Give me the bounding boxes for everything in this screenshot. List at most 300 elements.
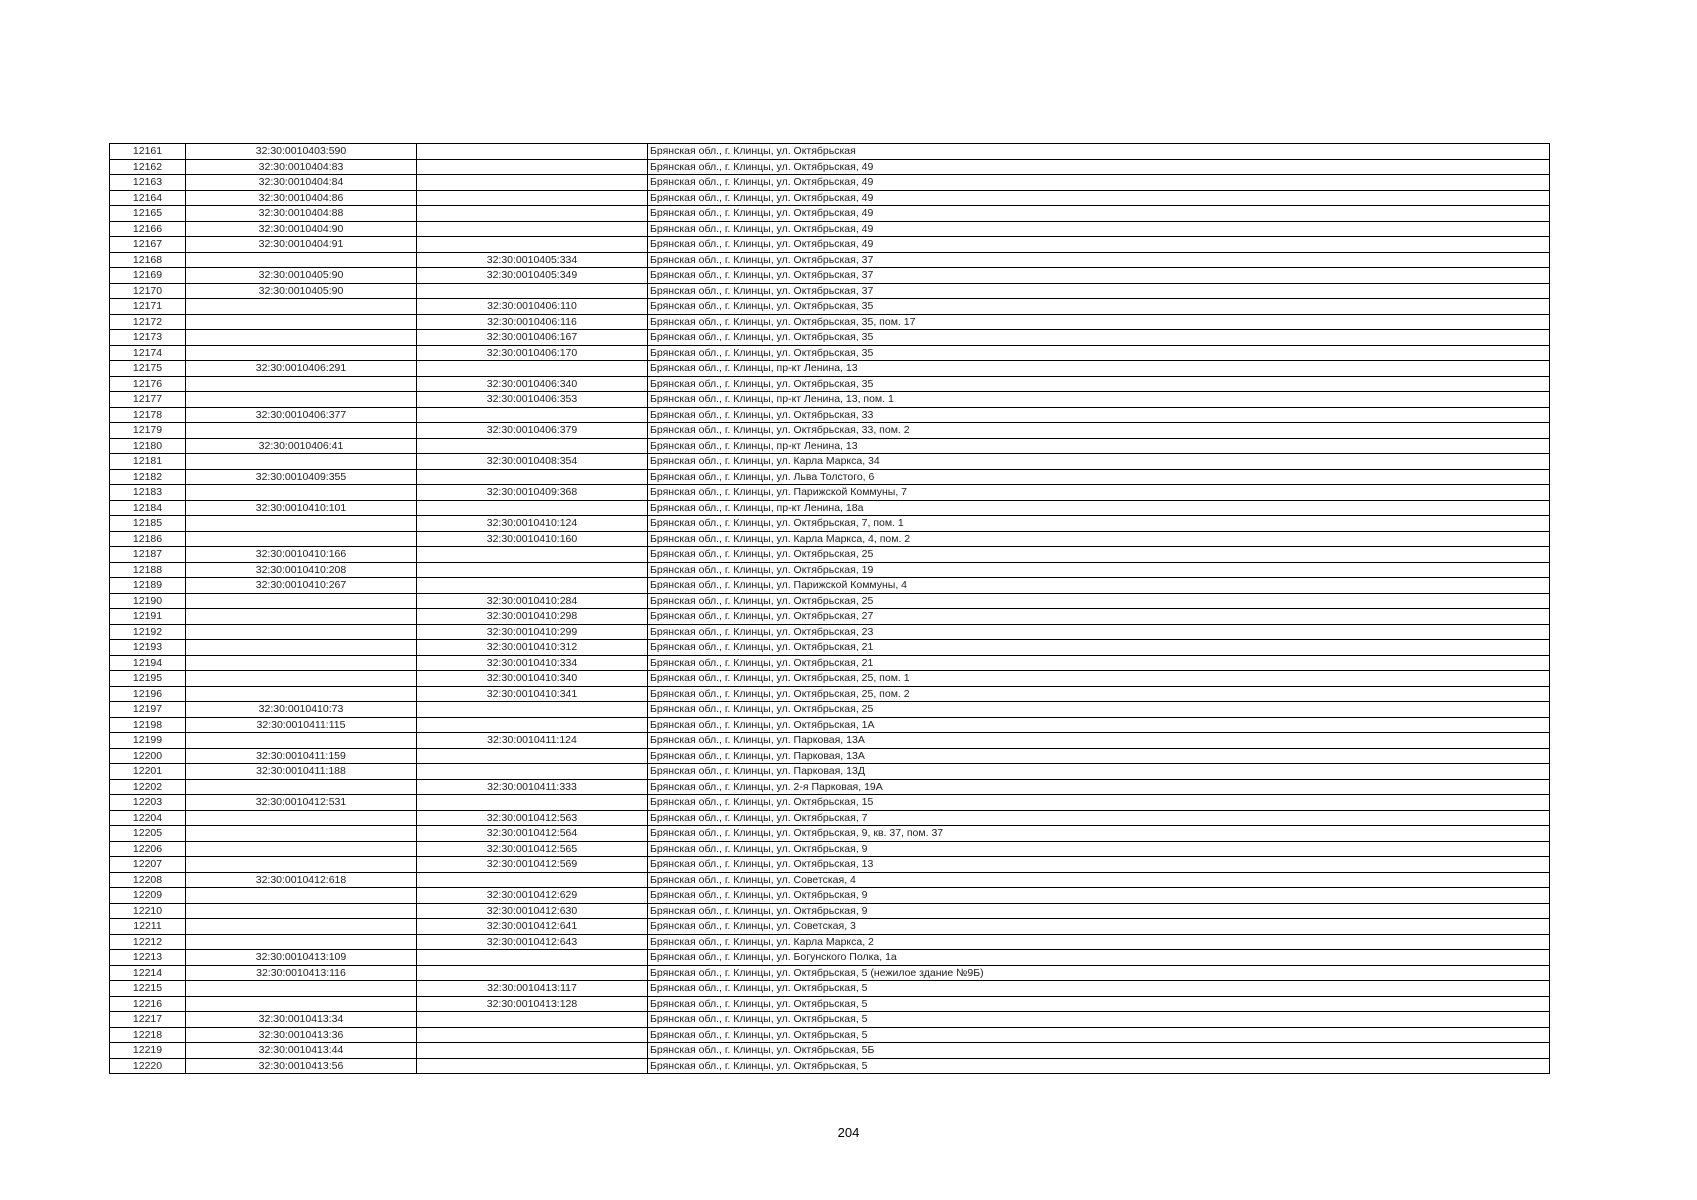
address-cell: Брянская обл., г. Клинцы, ул. Октябрьская, 35 [648,330,1550,346]
related-cadastral-number-cell [417,407,648,423]
cadastral-number-cell [186,903,417,919]
table-row [110,1043,1550,1059]
address-cell: Брянская обл., г. Клинцы, ул. Октябрьская, 5 (нежилое здание №9Б) [648,965,1550,981]
table-row [110,500,1550,516]
table-row [110,376,1550,392]
table-row [110,1012,1550,1028]
related-cadastral-number-cell [417,965,648,981]
row-number-cell: 12207 [110,857,186,873]
related-cadastral-number-cell: 32:30:0010405:334 [417,252,648,268]
cadastral-number-cell: 32:30:0010412:531 [186,795,417,811]
related-cadastral-number-cell [417,361,648,377]
related-cadastral-number-cell: 32:30:0010410:312 [417,640,648,656]
address-cell: Брянская обл., г. Клинцы, ул. Октябрьская, 9 [648,903,1550,919]
cadastral-number-cell [186,655,417,671]
cadastral-number-cell [186,392,417,408]
row-number-cell: 12205 [110,826,186,842]
address-cell: Брянская обл., г. Клинцы, ул. Октябрьская, 25 [648,593,1550,609]
table-row [110,764,1550,780]
cadastral-number-cell [186,345,417,361]
row-number-cell: 12165 [110,206,186,222]
address-cell: Брянская обл., г. Клинцы, ул. Октябрьская, 49 [648,175,1550,191]
row-number-cell: 12176 [110,376,186,392]
cadastral-number-cell [186,826,417,842]
table-row [110,593,1550,609]
related-cadastral-number-cell [417,748,648,764]
table-row [110,516,1550,532]
address-cell: Брянская обл., г. Клинцы, ул. Октябрьская, 5 [648,996,1550,1012]
table-row [110,624,1550,640]
related-cadastral-number-cell: 32:30:0010405:349 [417,268,648,284]
address-cell: Брянская обл., г. Клинцы, ул. Парижской Коммуны, 7 [648,485,1550,501]
address-cell: Брянская обл., г. Клинцы, ул. 2-я Парковая, 19А [648,779,1550,795]
related-cadastral-number-cell [417,438,648,454]
table-row [110,283,1550,299]
cadastral-number-cell [186,314,417,330]
address-cell: Брянская обл., г. Клинцы, ул. Парковая, 13А [648,748,1550,764]
table-row [110,345,1550,361]
table-row [110,888,1550,904]
row-number-cell: 12161 [110,144,186,160]
related-cadastral-number-cell [417,1058,648,1074]
row-number-cell: 12185 [110,516,186,532]
address-cell: Брянская обл., г. Клинцы, ул. Парковая, 13А [648,733,1550,749]
table-row [110,190,1550,206]
related-cadastral-number-cell: 32:30:0010412:629 [417,888,648,904]
cadastral-number-cell [186,593,417,609]
related-cadastral-number-cell: 32:30:0010410:341 [417,686,648,702]
address-cell: Брянская обл., г. Клинцы, ул. Октябрьская, 33 [648,407,1550,423]
related-cadastral-number-cell [417,872,648,888]
address-cell: Брянская обл., г. Клинцы, ул. Октябрьская, 27 [648,609,1550,625]
row-number-cell: 12202 [110,779,186,795]
address-cell: Брянская обл., г. Клинцы, ул. Октябрьская, 5 [648,1027,1550,1043]
address-cell: Брянская обл., г. Клинцы, ул. Карла Маркса, 2 [648,934,1550,950]
cadastral-number-cell: 32:30:0010409:355 [186,469,417,485]
cadastral-number-cell: 32:30:0010413:56 [186,1058,417,1074]
table-row [110,578,1550,594]
related-cadastral-number-cell [417,500,648,516]
address-cell: Брянская обл., г. Клинцы, ул. Октябрьская, 35 [648,299,1550,315]
cadastral-number-cell: 32:30:0010410:166 [186,547,417,563]
row-number-cell: 12169 [110,268,186,284]
related-cadastral-number-cell: 32:30:0010406:116 [417,314,648,330]
related-cadastral-number-cell [417,950,648,966]
address-cell: Брянская обл., г. Клинцы, ул. Парковая, 13Д [648,764,1550,780]
table-row [110,562,1550,578]
address-cell: Брянская обл., г. Клинцы, пр-кт Ленина, 18а [648,500,1550,516]
cadastral-number-cell: 32:30:0010411:115 [186,717,417,733]
related-cadastral-number-cell [417,702,648,718]
table-row [110,175,1550,191]
related-cadastral-number-cell: 32:30:0010412:565 [417,841,648,857]
row-number-cell: 12190 [110,593,186,609]
table-row [110,996,1550,1012]
cadastral-number-cell: 32:30:0010410:208 [186,562,417,578]
row-number-cell: 12188 [110,562,186,578]
cadastral-number-cell: 32:30:0010405:90 [186,268,417,284]
cadastral-number-cell: 32:30:0010405:90 [186,283,417,299]
cadastral-number-cell [186,516,417,532]
related-cadastral-number-cell: 32:30:0010410:299 [417,624,648,640]
row-number-cell: 12198 [110,717,186,733]
related-cadastral-number-cell: 32:30:0010406:110 [417,299,648,315]
address-cell: Брянская обл., г. Клинцы, пр-кт Ленина, 13 [648,361,1550,377]
cadastral-number-cell: 32:30:0010413:116 [186,965,417,981]
related-cadastral-number-cell: 32:30:0010413:128 [417,996,648,1012]
cadastral-number-cell [186,330,417,346]
related-cadastral-number-cell: 32:30:0010410:334 [417,655,648,671]
address-cell: Брянская обл., г. Клинцы, ул. Советская, 4 [648,872,1550,888]
cadastral-table [109,143,1550,1074]
related-cadastral-number-cell [417,190,648,206]
row-number-cell: 12216 [110,996,186,1012]
table-row [110,392,1550,408]
cadastral-number-cell [186,454,417,470]
cadastral-number-cell: 32:30:0010403:590 [186,144,417,160]
address-cell: Брянская обл., г. Клинцы, ул. Октябрьская, 15 [648,795,1550,811]
row-number-cell: 12194 [110,655,186,671]
related-cadastral-number-cell: 32:30:0010406:379 [417,423,648,439]
row-number-cell: 12213 [110,950,186,966]
table-row [110,361,1550,377]
address-cell: Брянская обл., г. Клинцы, ул. Октябрьская, 5Б [648,1043,1550,1059]
table-row [110,221,1550,237]
row-number-cell: 12163 [110,175,186,191]
related-cadastral-number-cell: 32:30:0010406:340 [417,376,648,392]
table-row [110,407,1550,423]
related-cadastral-number-cell: 32:30:0010411:333 [417,779,648,795]
table-row [110,485,1550,501]
cadastral-number-cell: 32:30:0010406:377 [186,407,417,423]
row-number-cell: 12201 [110,764,186,780]
cadastral-number-cell: 32:30:0010413:44 [186,1043,417,1059]
address-cell: Брянская обл., г. Клинцы, ул. Октябрьская, 25, пом. 2 [648,686,1550,702]
cadastral-number-cell [186,841,417,857]
table-row [110,950,1550,966]
table-row [110,469,1550,485]
address-cell: Брянская обл., г. Клинцы, ул. Октябрьская, 37 [648,283,1550,299]
related-cadastral-number-cell: 32:30:0010410:298 [417,609,648,625]
row-number-cell: 12164 [110,190,186,206]
related-cadastral-number-cell [417,159,648,175]
related-cadastral-number-cell: 32:30:0010406:170 [417,345,648,361]
cadastral-number-cell [186,888,417,904]
row-number-cell: 12215 [110,981,186,997]
table-row [110,810,1550,826]
address-cell: Брянская обл., г. Клинцы, ул. Октябрьская, 5 [648,981,1550,997]
related-cadastral-number-cell: 32:30:0010412:569 [417,857,648,873]
table-row [110,671,1550,687]
address-cell: Брянская обл., г. Клинцы, ул. Льва Толстого, 6 [648,469,1550,485]
address-cell: Брянская обл., г. Клинцы, ул. Карла Маркса, 4, пом. 2 [648,531,1550,547]
table-row [110,268,1550,284]
row-number-cell: 12195 [110,671,186,687]
cadastral-number-cell [186,609,417,625]
row-number-cell: 12182 [110,469,186,485]
row-number-cell: 12186 [110,531,186,547]
related-cadastral-number-cell: 32:30:0010410:284 [417,593,648,609]
address-cell: Брянская обл., г. Клинцы, ул. Октябрьская, 35 [648,376,1550,392]
page-number: 204 [837,1125,860,1140]
address-cell: Брянская обл., г. Клинцы, ул. Октябрьская, 21 [648,640,1550,656]
row-number-cell: 12192 [110,624,186,640]
address-cell: Брянская обл., г. Клинцы, ул. Октябрьская, 49 [648,159,1550,175]
row-number-cell: 12214 [110,965,186,981]
related-cadastral-number-cell [417,578,648,594]
cadastral-number-cell [186,640,417,656]
address-cell: Брянская обл., г. Клинцы, ул. Октябрьская, 13 [648,857,1550,873]
cadastral-number-cell: 32:30:0010411:188 [186,764,417,780]
related-cadastral-number-cell [417,1012,648,1028]
address-cell: Брянская обл., г. Клинцы, пр-кт Ленина, 13 [648,438,1550,454]
table-row [110,640,1550,656]
table-row [110,655,1550,671]
table-row [110,857,1550,873]
address-cell: Брянская обл., г. Клинцы, ул. Октябрьская, 9 [648,888,1550,904]
related-cadastral-number-cell: 32:30:0010410:160 [417,531,648,547]
address-cell: Брянская обл., г. Клинцы, ул. Октябрьская, 35 [648,345,1550,361]
table-row [110,547,1550,563]
cadastral-number-cell [186,686,417,702]
address-cell: Брянская обл., г. Клинцы, ул. Октябрьская, 5 [648,1058,1550,1074]
cadastral-number-cell: 32:30:0010404:86 [186,190,417,206]
cadastral-number-cell [186,252,417,268]
table-row [110,330,1550,346]
row-number-cell: 12197 [110,702,186,718]
row-number-cell: 12218 [110,1027,186,1043]
address-cell: Брянская обл., г. Клинцы, ул. Октябрьская, 25 [648,702,1550,718]
address-cell: Брянская обл., г. Клинцы, пр-кт Ленина, 13, пом. 1 [648,392,1550,408]
table-row [110,252,1550,268]
related-cadastral-number-cell [417,237,648,253]
row-number-cell: 12193 [110,640,186,656]
row-number-cell: 12220 [110,1058,186,1074]
table-row [110,1027,1550,1043]
table-row [110,965,1550,981]
address-cell: Брянская обл., г. Клинцы, ул. Октябрьская, 5 [648,1012,1550,1028]
related-cadastral-number-cell: 32:30:0010412:641 [417,919,648,935]
table-row [110,609,1550,625]
table-row [110,438,1550,454]
table-row [110,919,1550,935]
related-cadastral-number-cell: 32:30:0010412:630 [417,903,648,919]
table-row [110,144,1550,160]
related-cadastral-number-cell [417,717,648,733]
address-cell: Брянская обл., г. Клинцы, ул. Октябрьская, 9 [648,841,1550,857]
table-row [110,1058,1550,1074]
table-row [110,872,1550,888]
table-row [110,733,1550,749]
row-number-cell: 12196 [110,686,186,702]
cadastral-number-cell [186,299,417,315]
row-number-cell: 12174 [110,345,186,361]
address-cell: Брянская обл., г. Клинцы, ул. Октябрьская, 35, пом. 17 [648,314,1550,330]
table-row [110,748,1550,764]
row-number-cell: 12204 [110,810,186,826]
row-number-cell: 12175 [110,361,186,377]
related-cadastral-number-cell [417,206,648,222]
address-cell: Брянская обл., г. Клинцы, ул. Октябрьская [648,144,1550,160]
cadastral-number-cell: 32:30:0010404:88 [186,206,417,222]
row-number-cell: 12173 [110,330,186,346]
table-row [110,299,1550,315]
row-number-cell: 12208 [110,872,186,888]
row-number-cell: 12184 [110,500,186,516]
table-row [110,237,1550,253]
cadastral-number-cell [186,857,417,873]
related-cadastral-number-cell: 32:30:0010408:354 [417,454,648,470]
related-cadastral-number-cell [417,1043,648,1059]
address-cell: Брянская обл., г. Клинцы, ул. Октябрьская, 25 [648,547,1550,563]
cadastral-number-cell: 32:30:0010410:101 [186,500,417,516]
cadastral-number-cell [186,485,417,501]
address-cell: Брянская обл., г. Клинцы, ул. Октябрьская, 49 [648,206,1550,222]
address-cell: Брянская обл., г. Клинцы, ул. Октябрьская, 19 [648,562,1550,578]
row-number-cell: 12162 [110,159,186,175]
related-cadastral-number-cell: 32:30:0010411:124 [417,733,648,749]
row-number-cell: 12212 [110,934,186,950]
table-row [110,686,1550,702]
cadastral-number-cell: 32:30:0010404:90 [186,221,417,237]
cadastral-number-cell [186,733,417,749]
address-cell: Брянская обл., г. Клинцы, ул. Советская, 3 [648,919,1550,935]
row-number-cell: 12179 [110,423,186,439]
table-row [110,159,1550,175]
related-cadastral-number-cell: 32:30:0010409:368 [417,485,648,501]
row-number-cell: 12199 [110,733,186,749]
row-number-cell: 12206 [110,841,186,857]
cadastral-number-cell [186,934,417,950]
address-cell: Брянская обл., г. Клинцы, ул. Октябрьская, 49 [648,221,1550,237]
cadastral-number-cell [186,779,417,795]
table-row [110,981,1550,997]
table-row [110,206,1550,222]
address-cell: Брянская обл., г. Клинцы, ул. Октябрьская, 7 [648,810,1550,826]
row-number-cell: 12177 [110,392,186,408]
related-cadastral-number-cell [417,175,648,191]
cadastral-number-cell [186,671,417,687]
related-cadastral-number-cell [417,144,648,160]
related-cadastral-number-cell: 32:30:0010406:353 [417,392,648,408]
address-cell: Брянская обл., г. Клинцы, ул. Октябрьская, 33, пом. 2 [648,423,1550,439]
row-number-cell: 12219 [110,1043,186,1059]
cadastral-number-cell: 32:30:0010412:618 [186,872,417,888]
cadastral-number-cell: 32:30:0010404:91 [186,237,417,253]
row-number-cell: 12183 [110,485,186,501]
cadastral-number-cell: 32:30:0010410:73 [186,702,417,718]
row-number-cell: 12200 [110,748,186,764]
table-row [110,779,1550,795]
cadastral-number-cell [186,996,417,1012]
table-row [110,795,1550,811]
related-cadastral-number-cell [417,764,648,780]
address-cell: Брянская обл., г. Клинцы, ул. Октябрьская, 23 [648,624,1550,640]
related-cadastral-number-cell [417,547,648,563]
related-cadastral-number-cell [417,1027,648,1043]
cadastral-number-cell: 32:30:0010410:267 [186,578,417,594]
cadastral-number-cell [186,810,417,826]
related-cadastral-number-cell: 32:30:0010412:563 [417,810,648,826]
cadastral-number-cell: 32:30:0010413:109 [186,950,417,966]
address-cell: Брянская обл., г. Клинцы, ул. Октябрьская, 49 [648,190,1550,206]
row-number-cell: 12178 [110,407,186,423]
related-cadastral-number-cell: 32:30:0010410:124 [417,516,648,532]
related-cadastral-number-cell: 32:30:0010412:564 [417,826,648,842]
related-cadastral-number-cell [417,795,648,811]
address-cell: Брянская обл., г. Клинцы, ул. Октябрьская, 37 [648,268,1550,284]
table-row [110,314,1550,330]
table-row [110,934,1550,950]
row-number-cell: 12171 [110,299,186,315]
address-cell: Брянская обл., г. Клинцы, ул. Октябрьская, 21 [648,655,1550,671]
address-cell: Брянская обл., г. Клинцы, ул. Октябрьская, 49 [648,237,1550,253]
row-number-cell: 12209 [110,888,186,904]
row-number-cell: 12170 [110,283,186,299]
address-cell: Брянская обл., г. Клинцы, ул. Октябрьская, 9, кв. 37, пом. 37 [648,826,1550,842]
related-cadastral-number-cell: 32:30:0010406:167 [417,330,648,346]
row-number-cell: 12172 [110,314,186,330]
cadastral-number-cell: 32:30:0010404:84 [186,175,417,191]
row-number-cell: 12217 [110,1012,186,1028]
cadastral-number-cell: 32:30:0010406:41 [186,438,417,454]
row-number-cell: 12189 [110,578,186,594]
row-number-cell: 12167 [110,237,186,253]
cadastral-number-cell: 32:30:0010411:159 [186,748,417,764]
cadastral-number-cell [186,531,417,547]
cadastral-number-cell [186,376,417,392]
related-cadastral-number-cell: 32:30:0010413:117 [417,981,648,997]
row-number-cell: 12181 [110,454,186,470]
cadastral-number-cell: 32:30:0010413:36 [186,1027,417,1043]
row-number-cell: 12210 [110,903,186,919]
row-number-cell: 12166 [110,221,186,237]
address-cell: Брянская обл., г. Клинцы, ул. Богунского Полка, 1а [648,950,1550,966]
address-cell: Брянская обл., г. Клинцы, ул. Октябрьская, 37 [648,252,1550,268]
row-number-cell: 12191 [110,609,186,625]
cadastral-number-cell [186,624,417,640]
table-row [110,702,1550,718]
related-cadastral-number-cell [417,221,648,237]
address-cell: Брянская обл., г. Клинцы, ул. Парижской Коммуны, 4 [648,578,1550,594]
address-cell: Брянская обл., г. Клинцы, ул. Октябрьская, 7, пом. 1 [648,516,1550,532]
cadastral-number-cell [186,423,417,439]
row-number-cell: 12187 [110,547,186,563]
cadastral-number-cell [186,981,417,997]
table-row [110,531,1550,547]
related-cadastral-number-cell: 32:30:0010410:340 [417,671,648,687]
related-cadastral-number-cell [417,469,648,485]
cadastral-number-cell: 32:30:0010413:34 [186,1012,417,1028]
related-cadastral-number-cell [417,283,648,299]
table-row [110,826,1550,842]
address-cell: Брянская обл., г. Клинцы, ул. Октябрьская, 25, пом. 1 [648,671,1550,687]
table-row [110,423,1550,439]
cadastral-number-cell: 32:30:0010404:83 [186,159,417,175]
cadastral-number-cell: 32:30:0010406:291 [186,361,417,377]
table-row [110,841,1550,857]
table-row [110,717,1550,733]
address-cell: Брянская обл., г. Клинцы, ул. Карла Маркса, 34 [648,454,1550,470]
row-number-cell: 12211 [110,919,186,935]
row-number-cell: 12203 [110,795,186,811]
table-row [110,903,1550,919]
cadastral-number-cell [186,919,417,935]
related-cadastral-number-cell: 32:30:0010412:643 [417,934,648,950]
table-row [110,454,1550,470]
address-cell: Брянская обл., г. Клинцы, ул. Октябрьская, 1А [648,717,1550,733]
row-number-cell: 12180 [110,438,186,454]
